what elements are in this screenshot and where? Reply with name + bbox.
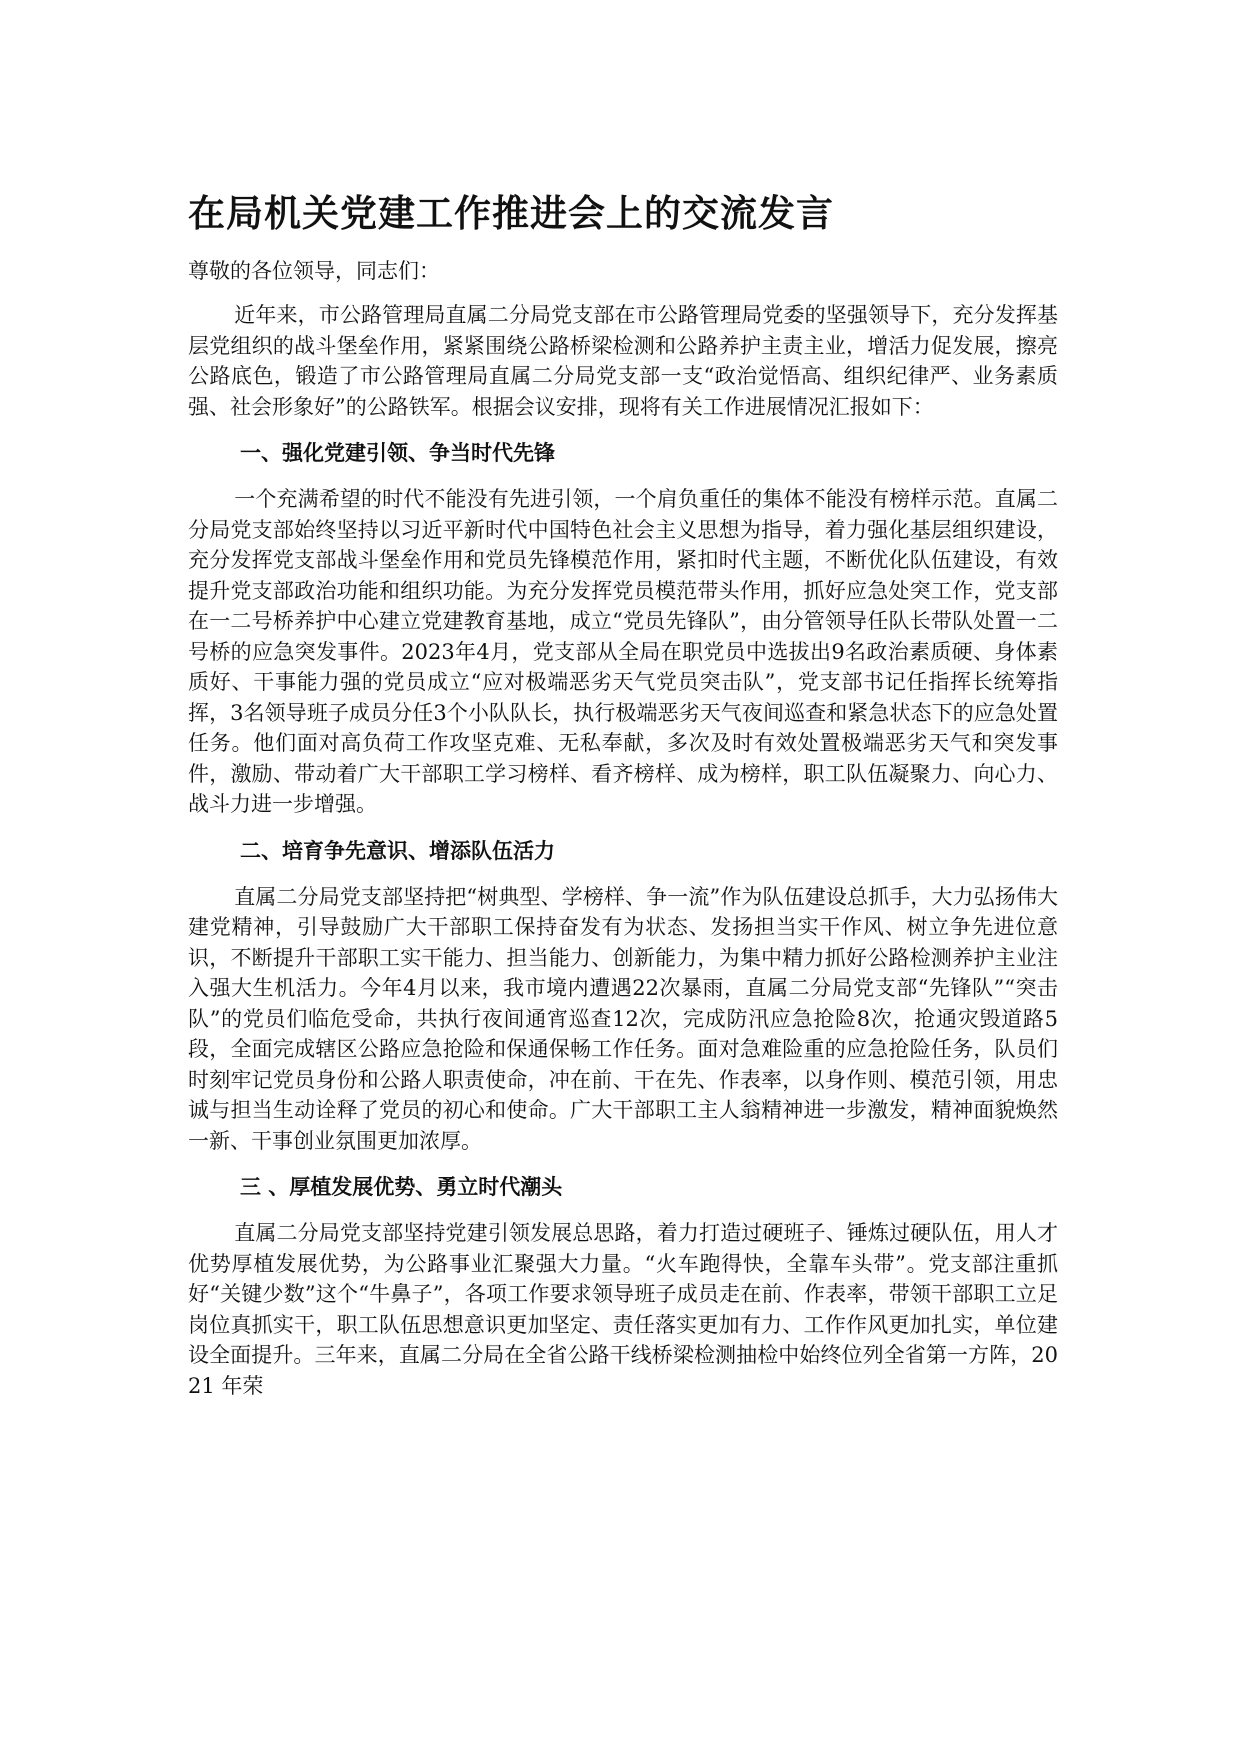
salutation: 尊敬的各位领导，同志们： [188, 259, 440, 283]
section-heading-3: 三 、厚植发展优势、勇立时代潮头 [240, 1175, 563, 1199]
section-heading-2: 二、培育争先意识、增添队伍活力 [240, 838, 555, 863]
section-body-1: 一个充满希望的时代不能没有先进引领，一个肩负重任的集体不能没有榜样示范。直属二分局党支部始终坚持以习近平新时代中国特色社会主义思想为指导，着力强化基层组织建设，充分发挥党支部战斗堡垒作用和党员先锋模范作用，紧扣时代主题，不断优化队伍建设，有效提升党支部政治功能和组织功能。为充分发挥党员模范带头作用，抓好应急处突工作，党支部在一二号桥养护中心建立党建教育基地，成立“党员先锋队”，由分管领导任队长带队处置一二号桥的应急突发事件。2023年4月，党支部从全局在职党员中选拔出9名政治素质硬、身体素质好、干事能力强的党员成立“应对极端恶劣天气党员突击队”，党支部书记任指挥长统筹指挥，3名领导班子成员分任3个小队队长，执行极端恶劣天气夜间巡查和紧急状态下的应急处置任务。他们面对高负荷工作攻坚克难、无私奉献，多次及时有效处置极端恶劣天气和突发事件，激励、带动着广大干部职工学习榜样、看齐榜样、成为榜样，职工队伍凝聚力、向心力、战斗力进一步增强。 [188, 487, 1058, 816]
section-body-2: 直属二分局党支部坚持把“树典型、学榜样、争一流”作为队伍建设总抓手，大力弘扬伟大建党精神，引导鼓励广大干部职工保持奋发有为状态、发扬担当实干作风、树立争先进位意识，不断提升干部职工实干能力、担当能力、创新能力，为集中精力抓好公路检测养护主业注入强大生机活力。今年4月以来，我市境内遭遇22次暴雨，直属二分局党支部“先锋队”“突击队”的党员们临危受命，共执行夜间通宵巡查12次，完成防汛应急抢险8次，抢通灾毁道路5段，全面完成辖区公路应急抢险和保通保畅工作任务。面对急难险重的应急抢险任务，队员们时刻牢记党员身份和公路人职责使命，冲在前、干在先、作表率，以身作则、模范引领，用忠诚与担当生动诠释了党员的初心和使命。广大干部职工主人翁精神进一步激发，精神面貌焕然一新、干事创业氛围更加浓厚。 [188, 884, 1058, 1153]
section-body-3: 直属二分局党支部坚持党建引领发展总思路，着力打造过硬班子、锤炼过硬队伍，用人才优势厚植发展优势，为公路事业汇聚强大力量。“火车跑得快，全靠车头带”。党支部注重抓好“关键少数”这个“牛鼻子”，各项工作要求领导班子成员走在前、作表率，带领干部职工立足岗位真抓实干，职工队伍思想意识更加坚定、责任落实更加有力、工作作风更加扎实，单位建设全面提升。三年来，直属二分局在全省公路干线桥梁检测抽检中始终位列全省第一方阵，2021 年荣 [188, 1221, 1058, 1398]
document-body [188, 190, 1058, 1417]
intro-paragraph: 近年来，市公路管理局直属二分局党支部在市公路管理局党委的坚强领导下，充分发挥基层党组织的战斗堡垒作用，紧紧围绕公路桥梁检测和公路养护主责主业，增活力促发展，擦亮公路底色，锻造了市公路管理局直属二分局党支部一支“政治觉悟高、组织纪律严、业务素质强、社会形象好”的公路铁军。根据会议安排，现将有关工作进展情况汇报如下： [188, 303, 1058, 419]
section-heading-1: 一、强化党建引领、争当时代先锋 [240, 441, 555, 465]
document-title: 在局机关党建工作推进会上的交流发言 [188, 192, 834, 235]
